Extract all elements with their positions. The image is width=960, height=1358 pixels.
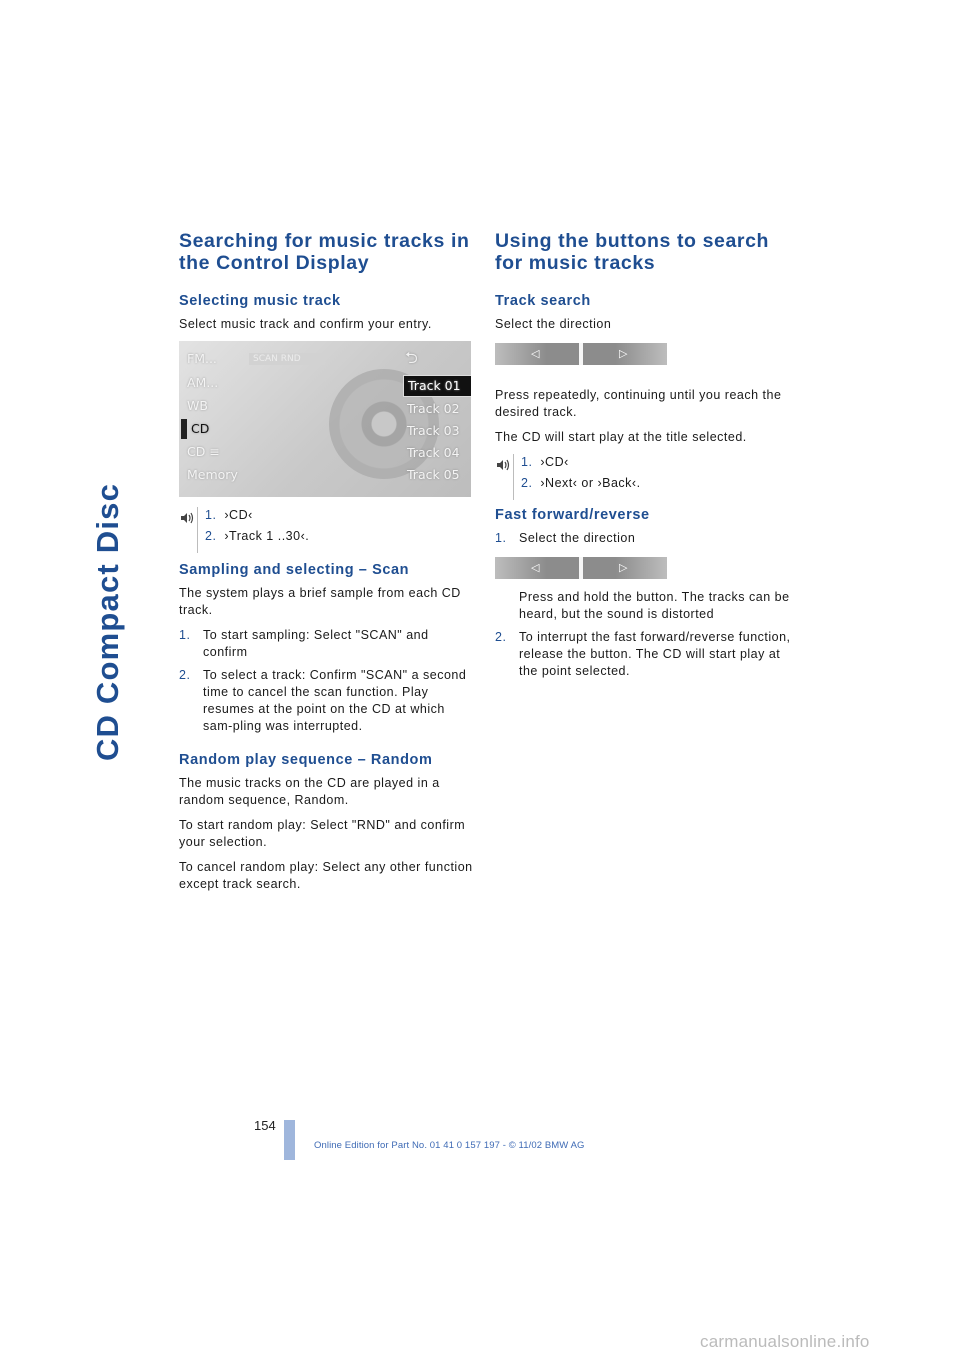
menu-item-cd: CD bbox=[191, 421, 210, 436]
scan-text: The system plays a brief sample from each CD track. bbox=[179, 586, 461, 617]
left-column bbox=[179, 230, 475, 901]
note-line-2: 2. ›Next‹ or ›Back‹. bbox=[521, 476, 641, 490]
section-random: Random play sequence – Random bbox=[179, 752, 433, 768]
menu-item-wb: WB bbox=[187, 398, 208, 413]
right-arrow-icon: ▷ bbox=[619, 348, 628, 360]
section-selecting-music-track: Selecting music track bbox=[179, 293, 341, 309]
section-fast-forward: Fast forward/reverse bbox=[495, 507, 650, 523]
page-marker-bar bbox=[284, 1120, 295, 1160]
voice-command-icon bbox=[179, 511, 195, 525]
menu-item-fm: FM... bbox=[187, 351, 217, 366]
button-separator bbox=[579, 343, 583, 365]
control-display-screenshot bbox=[179, 341, 471, 497]
track-search-text: Select the direction bbox=[495, 317, 612, 331]
right-arrow-icon: ▷ bbox=[619, 562, 628, 574]
note-line-1: 1. ›CD‹ bbox=[205, 508, 253, 522]
fast-forward-steps-cont bbox=[495, 589, 795, 680]
track-item: Track 05 bbox=[407, 467, 460, 482]
menu-item-memory: Memory bbox=[187, 467, 238, 482]
section-scan: Sampling and selecting – Scan bbox=[179, 562, 410, 578]
random-text-1: The music tracks on the CD are played in a random sequence, Random. bbox=[179, 776, 440, 807]
selection-marker bbox=[181, 419, 187, 439]
left-arrow-icon: ◁ bbox=[531, 348, 540, 360]
voice-command-icon bbox=[495, 458, 511, 472]
list-item: 2. To interrupt the fast forward/reverse function, release the button. The CD will start play at the point selected. bbox=[495, 630, 791, 678]
note-line-1: 1. ›CD‹ bbox=[521, 455, 569, 469]
scan-rnd-label: SCAN RND bbox=[249, 353, 325, 365]
track-item: Track 03 bbox=[407, 423, 460, 438]
voice-command-note bbox=[179, 507, 475, 545]
list-item: 1. To start sampling: Select "SCAN" and confirm bbox=[179, 628, 429, 659]
page-number: 154 bbox=[254, 1118, 276, 1133]
scan-steps bbox=[179, 627, 475, 735]
track-item-selected: Track 01 bbox=[403, 375, 471, 397]
direction-buttons bbox=[495, 557, 667, 579]
random-text-2: To start random play: Select "RND" and confirm your selection. bbox=[179, 818, 466, 849]
menu-item-cd-list: CD ≡ bbox=[187, 444, 220, 459]
list-item: 1. Select the direction bbox=[495, 531, 636, 545]
note-divider bbox=[513, 454, 514, 500]
fast-forward-steps bbox=[495, 530, 795, 547]
left-arrow-icon: ◁ bbox=[531, 562, 540, 574]
menu-item-am: AM... bbox=[187, 375, 219, 390]
track-search-text-2: Press repeatedly, continuing until you reach the desired track. bbox=[495, 388, 782, 419]
selecting-text: Select music track and confirm your entry. bbox=[179, 317, 432, 331]
direction-buttons bbox=[495, 343, 667, 365]
button-separator bbox=[579, 557, 583, 579]
footer-edition-note: Online Edition for Part No. 01 41 0 157 197 - © 11/02 BMW AG bbox=[314, 1140, 585, 1151]
note-line-2: 2. ›Track 1 ..30‹. bbox=[205, 529, 310, 543]
voice-command-note bbox=[495, 454, 795, 492]
list-item: 2. To select a track: Confirm "SCAN" a second time to cancel the scan function. Play resumes at the point on the CD at which sam-pling was interrupted. bbox=[179, 668, 467, 733]
track-item: Track 04 bbox=[407, 445, 460, 460]
watermark: carmanualsonline.info bbox=[700, 1332, 870, 1351]
track-item: Track 02 bbox=[407, 401, 460, 416]
back-arrow-icon: ⮌ bbox=[405, 348, 418, 367]
right-heading: Using the buttons to search for music tracks bbox=[495, 230, 770, 274]
note-divider bbox=[197, 507, 198, 553]
section-track-search: Track search bbox=[495, 293, 591, 309]
list-item: Press and hold the button. The tracks can be heard, but the sound is distorted bbox=[519, 590, 790, 621]
left-heading: Searching for music tracks in the Control Display bbox=[179, 230, 470, 274]
right-column bbox=[495, 230, 795, 690]
track-search-text-3: The CD will start play at the title selected. bbox=[495, 430, 747, 444]
random-text-3: To cancel random play: Select any other function except track search. bbox=[179, 860, 473, 891]
